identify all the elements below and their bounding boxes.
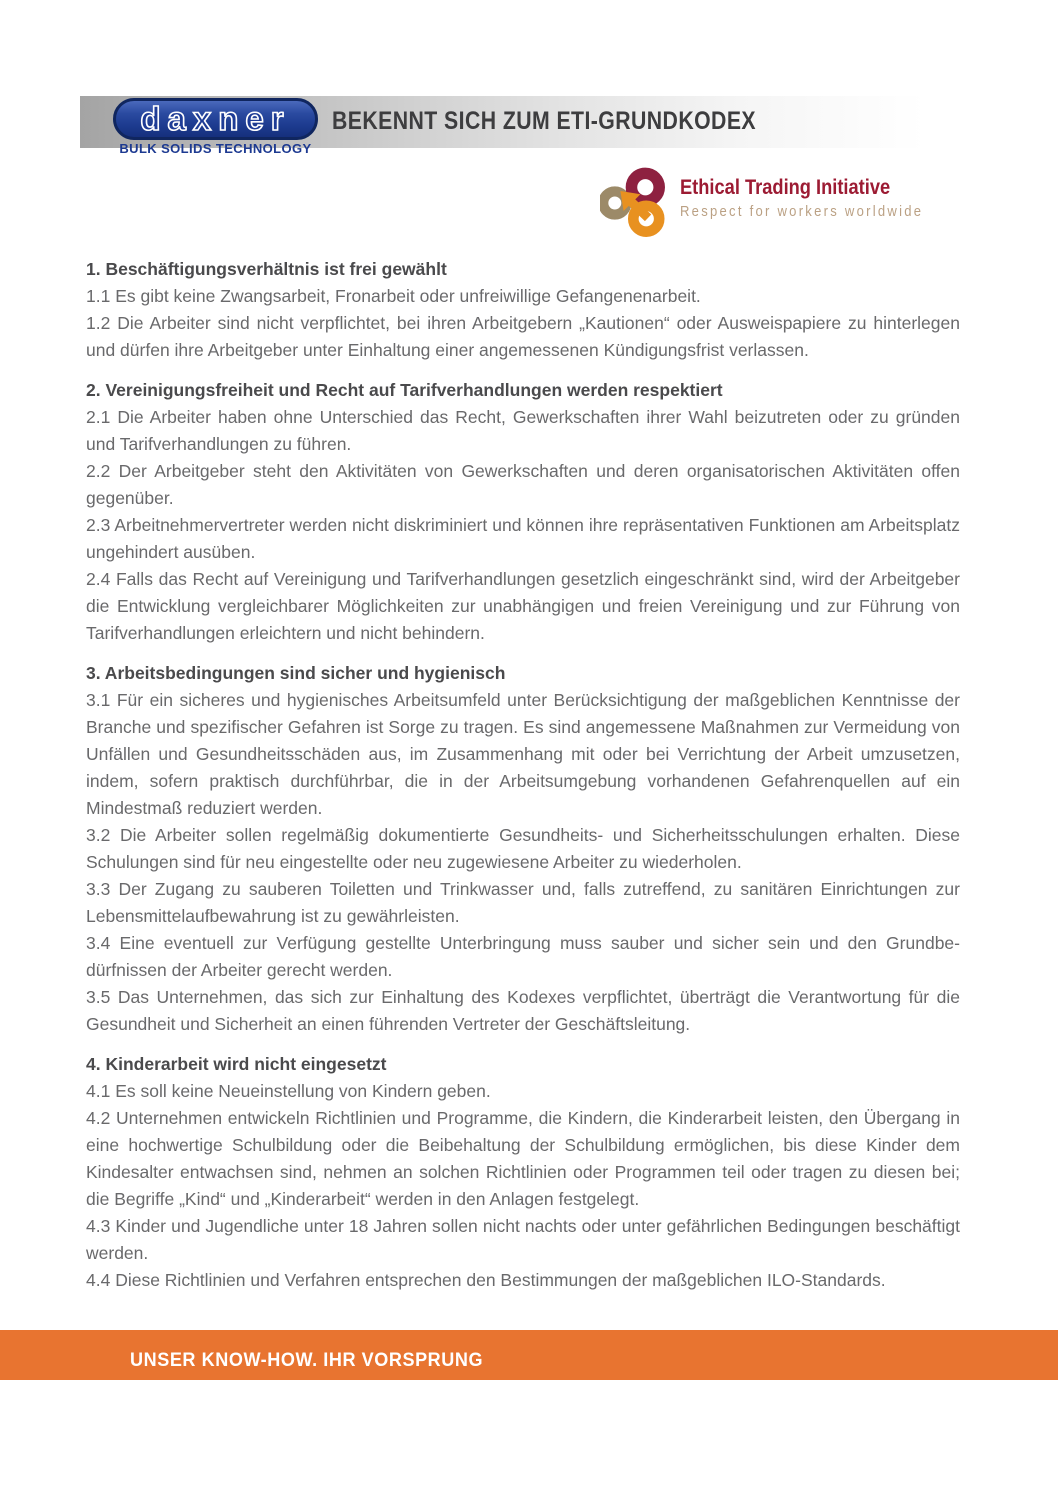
section-heading: 1. Beschäftigungsverhältnis ist frei gewählt bbox=[86, 259, 447, 279]
daxner-logo-tagline: BULK SOLIDS TECHNOLOGY bbox=[119, 141, 312, 156]
page-title: BEKENNT SICH ZUM ETI-GRUNDKODEX bbox=[332, 107, 757, 135]
section-heading: 4. Kinderarbeit wird nicht eingesetzt bbox=[86, 1054, 387, 1074]
paragraph: 2.2 Der Arbeitgeber steht den Aktivitäten von Gewerkschaften und deren organisatorischen Aktivitäten offen gegenüber. bbox=[86, 461, 960, 508]
paragraph: 3.1 Für ein sicheres und hygienisches Arbeitsumfeld unter Berücksichtigung der maßgeblichen Kenntnisse der Branche und spezifischer Gefahren ist Sorge zu tragen. Es sind angemessene Maßnahmen zur Vermeidung von Unfällen und Gesundheitsschäden aus, im Zusammenhang mit oder bei Verrichtung der Arbeit umzusetzen, indem, sofern praktisch durchführbar, die in der Arbeitsumgebung vorhandenen Gefahrenquellen auf ein Mindestmaß reduziert werden. bbox=[86, 690, 960, 818]
daxner-logo bbox=[113, 98, 318, 140]
paragraph: 3.5 Das Unternehmen, das sich zur Einhaltung des Kodexes verpflichtet, überträgt die Verantwortung für die Gesundheit und Sicherheit an einen führenden Vertreter der Geschäftsleitung. bbox=[86, 987, 960, 1034]
section-heading: 2. Vereinigungsfreiheit und Recht auf Tarifverhandlungen werden respektiert bbox=[86, 380, 723, 400]
paragraph: 3.4 Eine eventuell zur Verfügung gestellte Unterbringung muss sauber und sicher sein und den Grundbedürfnissen der Arbeiter gerecht werden. bbox=[86, 933, 960, 980]
daxner-wordmark: daxner bbox=[140, 99, 291, 137]
paragraph: 3.2 Die Arbeiter sollen regelmäßig dokumentierte Gesundheits- und Sicherheitsschulungen erhalten. Diese Schulungen sind für neu eingestellte oder neu zugewiesene Arbeiter zu wiederholen. bbox=[86, 825, 960, 872]
paragraph: 1.1 Es gibt keine Zwangsarbeit, Fronarbeit oder unfreiwillige Gefangenenarbeit. bbox=[86, 286, 701, 306]
eti-logo bbox=[600, 166, 960, 240]
paragraph: 2.3 Arbeitnehmervertreter werden nicht diskriminiert und können ihre repräsentativen Funktionen am Arbeitsplatz ungehindert ausüben. bbox=[86, 515, 960, 562]
content bbox=[86, 256, 960, 1294]
paragraph: 4.3 Kinder und Jugendliche unter 18 Jahren sollen nicht nachts oder unter gefährlichen Bedingungen beschäftigt werden. bbox=[86, 1216, 960, 1263]
paragraph: 2.4 Falls das Recht auf Vereinigung und Tarifverhandlungen gesetzlich eingeschränkt sind, wird der Arbeitgeber die Entwicklung vergleichbarer Möglichkeiten zur unabhängigen und freien Vereinigung und zur Führung von Tarifverhandlungen erleichtern und nicht behindern. bbox=[86, 569, 960, 643]
paragraph: 4.4 Diese Richtlinien und Verfahren entsprechen den Bestimmungen der maßgeblichen ILO-Standards. bbox=[86, 1270, 886, 1290]
paragraph: 2.1 Die Arbeiter haben ohne Unterschied das Recht, Gewerkschaften ihrer Wahl beizutreten oder zu gründen und Tarifverhandlungen zu führen. bbox=[86, 407, 960, 454]
eti-title: Ethical Trading Initiative bbox=[680, 176, 891, 199]
paragraph: 1.2 Die Arbeiter sind nicht verpflichtet, bei ihren Arbeitgebern „Kautionen“ oder Ausweispapiere zu hinterlegen und dürfen ihre Arbeitgeber unter Einhaltung einer angemessenen Kündigungsfrist verlassen. bbox=[86, 313, 960, 360]
eti-tagline: Respect for workers worldwide bbox=[680, 203, 924, 221]
eti-rings-icon bbox=[600, 166, 674, 240]
paragraph: 3.3 Der Zugang zu sauberen Toiletten und Trinkwasser und, falls zutreffend, zu sanitären Einrichtungen zur Lebensmittelaufbewahrung ist zu gewährleisten. bbox=[86, 879, 960, 926]
section-heading: 3. Arbeitsbedingungen sind sicher und hygienisch bbox=[86, 663, 506, 683]
footer-slogan: UNSER KNOW-HOW. IHR VORSPRUNG bbox=[130, 1350, 484, 1371]
paragraph: 4.1 Es soll keine Neueinstellung von Kindern geben. bbox=[86, 1081, 491, 1101]
eti-text-block bbox=[680, 176, 960, 220]
paragraph: 4.2 Unternehmen entwickeln Richtlinien und Programme, die Kindern, die Kinderarbeit leisten, den Übergang in eine hochwertige Schulbildung oder die Beibehaltung der Schulbildung ermöglichen, bis diese Kinder dem Kindesalter entwachsen sind, nehmen an solchen Richtlinien oder Programmen teil oder tragen zu diesen bei; die Begriffe „Kind“ und „Kinderarbeit“ werden in den Anlagen festgelegt. bbox=[86, 1108, 960, 1209]
